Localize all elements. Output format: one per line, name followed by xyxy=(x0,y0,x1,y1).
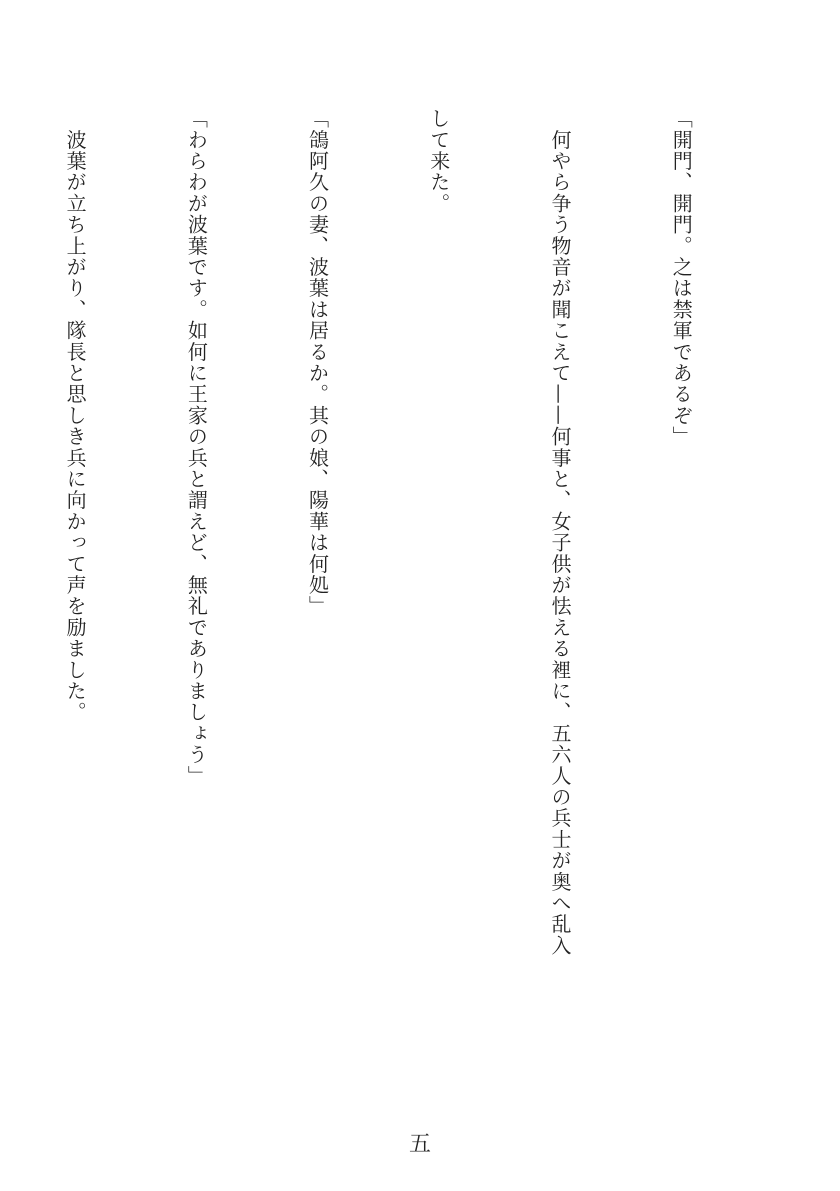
text-line: 「鴿阿久の妻、波葉は居るか。其の娘、陽華は何処」 xyxy=(305,108,330,617)
text-line: 「開門、開門。之は禁軍であるぞ」 xyxy=(669,108,694,448)
text-line: 「わらわが波葉です。如何に王家の兵と謂えど、無礼でありましょう」 xyxy=(184,108,209,787)
text-line: して来た。 xyxy=(426,108,451,214)
vertical-text-body xyxy=(0,108,782,988)
text-line: 波葉が立ち上がり、隊長と思しき兵に向かって声を励ました。 xyxy=(63,108,88,723)
text-line: 何やら争う物音が聞こえて——何事と、女子供が怯える裡に、五六人の兵士が奥へ乱入 xyxy=(547,108,572,956)
page-number: 五 xyxy=(408,1132,431,1157)
